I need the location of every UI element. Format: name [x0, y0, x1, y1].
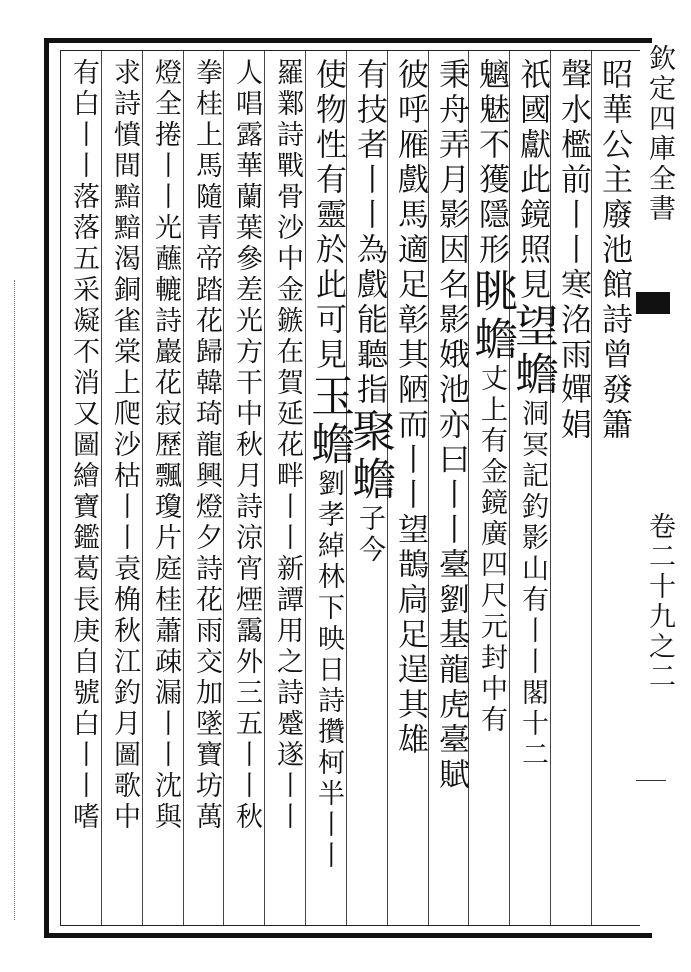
column-text: 拳桂上馬隨青帝踏花歸韓琦龍興燈夕詩花雨交加墜寶坊萬 — [191, 58, 222, 833]
entry-text: 洞冥記釣影山有丨丨閣十二 — [517, 399, 548, 771]
column-text: 燈全捲丨丨光蘸轆詩巖花寂歷飄瓊片庭桂蕭疎漏丨丨沈與 — [150, 58, 181, 833]
text-column-9 — [266, 58, 308, 918]
text-column-2 — [552, 58, 594, 918]
text-column-6 — [389, 58, 431, 918]
page-edge — [14, 280, 15, 920]
entry-heading: 望蟾 — [507, 303, 558, 399]
column-text: 人唱露華蘭葉參差光方干中秋月詩涼宵煙靄外三五丨丨秋 — [231, 58, 262, 833]
column-text: 彼呼雁戲馬適足彰其陋而丨丨望鵲扃足逞其雄 — [392, 58, 428, 758]
column-text: 秉舟弄月影因名影娥池亦曰丨丨臺劉基龍虎臺賦 — [433, 58, 469, 793]
column-text: 有白丨丨落落五采凝不消又圖繪寶鑑葛長庚自號白丨丨嗜 — [68, 58, 99, 833]
entry-text: 子今 — [354, 504, 385, 566]
entry-heading: 聚蟾 — [344, 408, 395, 504]
column-text: 使物性有靈於此可見 — [310, 58, 346, 373]
entry-heading: 眺蟾 — [466, 268, 517, 364]
text-column-12 — [144, 58, 186, 918]
entry-text: 劉孝綽林下映日詩攢柯半丨丨 — [313, 469, 344, 872]
column-text: 求詩憤間黯黯渴銅雀棠上爬沙枯丨丨袁桷秋江釣月圖歌中 — [109, 58, 140, 833]
text-column-14 — [62, 58, 104, 918]
text-column-8 — [303, 58, 354, 918]
text-column-4 — [466, 58, 517, 918]
text-column-1 — [593, 58, 635, 918]
text-column-13 — [103, 58, 145, 918]
entry-text: 丈上有金鏡廣四尺元封中有 — [476, 364, 507, 736]
text-column-10 — [225, 58, 267, 918]
book-title: 欽定四庫全書 — [644, 44, 675, 224]
text-column-11 — [185, 58, 227, 918]
column-text: 有技者丨丨為戲能聽指 — [351, 58, 387, 408]
text-column-7 — [344, 58, 395, 918]
column-text: 魑魅不獲隱形 — [473, 58, 509, 268]
column-text: 聲水檻前丨丨寒洺雨嬋娟 — [555, 58, 591, 443]
column-text: 祇國獻此鏡照見 — [514, 58, 550, 303]
margin-rule — [636, 780, 666, 781]
entry-heading: 玉蟾 — [303, 373, 354, 469]
text-column-3 — [507, 58, 558, 918]
text-column-5 — [430, 58, 472, 918]
column-text: 羅鄴詩戰骨沙中金鏃在賀延花畔丨丨新譚用之詩蹙遂丨丨 — [272, 58, 303, 833]
volume-label: 卷二十九之二 — [644, 512, 675, 692]
column-text: 昭華公主廢池館詩曾發簫 — [596, 58, 632, 443]
page-margin — [636, 44, 682, 692]
